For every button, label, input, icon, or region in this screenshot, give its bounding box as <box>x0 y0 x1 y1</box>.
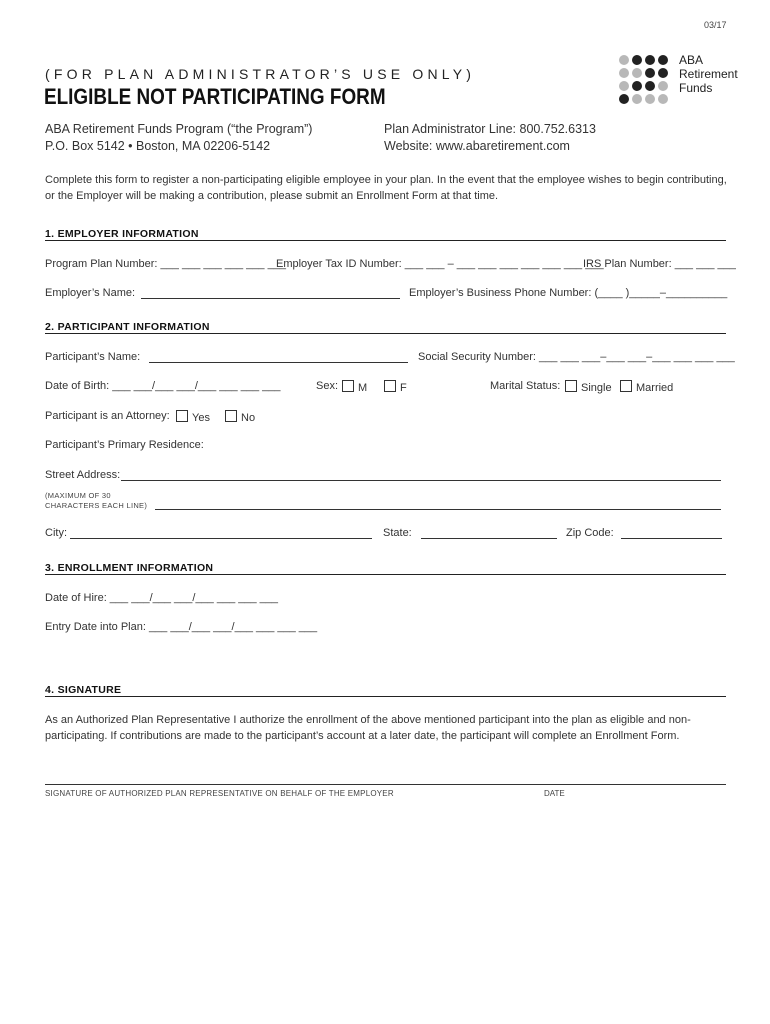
entry-date-field[interactable]: Entry Date into Plan: ___ ___/___ ___/___ ___ ___ ___ <box>45 621 318 633</box>
participant-name-label: Participant’s Name: <box>45 351 141 363</box>
attorney-no-checkbox[interactable] <box>225 410 237 422</box>
street-address-input-1[interactable] <box>121 480 721 481</box>
logo-dot <box>632 94 642 104</box>
marital-single-option[interactable] <box>565 380 612 394</box>
participant-name-input[interactable] <box>149 362 408 363</box>
sex-m-option[interactable] <box>342 380 367 394</box>
sex-label: Sex: <box>316 380 339 392</box>
date-of-hire-field[interactable]: Date of Hire: ___ ___/___ ___/___ ___ ___ ___ <box>45 592 279 604</box>
logo-dot <box>645 68 655 78</box>
form-title: ELIGIBLE NOT PARTICIPATING FORM <box>44 84 386 109</box>
date-caption: DATE <box>544 789 565 798</box>
logo-dot <box>645 94 655 104</box>
street-address-label: Street Address: <box>45 469 121 481</box>
logo-line-3: Funds <box>679 81 713 95</box>
logo-dot <box>658 55 668 65</box>
city-input[interactable] <box>70 538 372 539</box>
sex-f-checkbox[interactable] <box>384 380 396 392</box>
logo-line-2: Retirement <box>679 67 738 81</box>
marital-married-option[interactable] <box>620 380 673 394</box>
logo-line-1: ABA <box>679 53 704 67</box>
contact-block <box>384 121 596 155</box>
street-address-input-2[interactable] <box>155 509 721 510</box>
section-enrollment-rule <box>45 574 726 575</box>
city-label: City: <box>45 527 67 539</box>
zip-code-input[interactable] <box>621 538 722 539</box>
signature-authorization-text: As an Authorized Plan Representative I authorize the enrollment of the above mentioned participant into the plan as eligible and non-participating. If contributions are made to the participant’s account at a later date, the participant will complete an Enrollment Form. <box>45 714 691 742</box>
intro-text: Complete this form to register a non-participating eligible employee in your plan. In the event that the employee wishes to begin contributing, or the Employer will be making a contribution, please submit an Enrollment Form at that time. <box>45 174 727 202</box>
marital-single-checkbox[interactable] <box>565 380 577 392</box>
section-signature-title: 4. SIGNATURE <box>45 684 122 696</box>
logo-dot <box>632 68 642 78</box>
program-address-block <box>45 121 312 155</box>
logo-dot <box>658 68 668 78</box>
marital-married-text: Married <box>636 382 674 394</box>
employer-tax-id-field[interactable]: Employer Tax ID Number: ___ ___ – ___ ___ ___ ___ ___ ___ ___ <box>276 258 604 270</box>
section-employer-title: 1. EMPLOYER INFORMATION <box>45 228 199 240</box>
attorney-yes-checkbox[interactable] <box>176 410 188 422</box>
employer-name-input[interactable] <box>141 298 400 299</box>
attorney-label: Participant is an Attorney: <box>45 410 170 422</box>
section-employer-rule <box>45 240 726 241</box>
primary-residence-label: Participant’s Primary Residence: <box>45 439 204 451</box>
attorney-yes-text: Yes <box>192 412 210 424</box>
ssn-field[interactable]: Social Security Number: ___ ___ ___–___ ___–___ ___ ___ ___ <box>418 351 735 363</box>
zip-code-label: Zip Code: <box>566 527 614 539</box>
logo-dot <box>619 94 629 104</box>
section-signature-rule <box>45 696 726 697</box>
section-participant-title: 2. PARTICIPANT INFORMATION <box>45 321 210 333</box>
logo-dot <box>619 68 629 78</box>
logo-dot <box>632 81 642 91</box>
plan-admin-phone: Plan Administrator Line: 800.752.6313 <box>384 122 596 136</box>
state-input[interactable] <box>421 538 557 539</box>
attorney-no-option[interactable] <box>225 410 255 424</box>
signature-line[interactable] <box>45 784 726 785</box>
logo-dot <box>645 55 655 65</box>
attorney-yes-option[interactable] <box>176 410 210 424</box>
logo-dot <box>645 81 655 91</box>
logo-dot <box>619 55 629 65</box>
program-name: ABA Retirement Funds Program (“the Program”) <box>45 122 313 136</box>
marital-status-label: Marital Status: <box>490 380 561 392</box>
business-phone-field[interactable]: Employer’s Business Phone Number: (____ )_____–__________ <box>409 287 728 299</box>
logo-dot <box>658 94 668 104</box>
attorney-no-text: No <box>241 412 256 424</box>
signature-caption: SIGNATURE OF AUTHORIZED PLAN REPRESENTATIVE ON BEHALF OF THE EMPLOYER <box>45 789 394 798</box>
website: Website: www.abaretirement.com <box>384 139 570 153</box>
marital-single-text: Single <box>581 382 612 394</box>
program-plan-number-field[interactable]: Program Plan Number: ___ ___ ___ ___ ___ ___ <box>45 258 286 270</box>
sex-f-text: F <box>400 382 407 394</box>
sex-f-option[interactable] <box>384 380 407 394</box>
program-address: P.O. Box 5142 • Boston, MA 02206-5142 <box>45 139 271 153</box>
aba-logo-text <box>679 53 738 95</box>
form-subtitle: (FOR PLAN ADMINISTRATOR’S USE ONLY) <box>45 66 476 82</box>
irs-plan-number-field[interactable]: IRS Plan Number: ___ ___ ___ <box>583 258 736 270</box>
logo-dot <box>632 55 642 65</box>
logo-dot <box>619 81 629 91</box>
state-label: State: <box>383 527 412 539</box>
sex-m-checkbox[interactable] <box>342 380 354 392</box>
date-of-birth-field[interactable]: Date of Birth: ___ ___/___ ___/___ ___ ___ ___ <box>45 380 281 392</box>
employer-name-label: Employer’s Name: <box>45 287 136 299</box>
logo-dot <box>658 81 668 91</box>
max-characters-note: (MAXIMUM OF 30 CHARACTERS EACH LINE) <box>45 491 148 510</box>
section-enrollment-title: 3. ENROLLMENT INFORMATION <box>45 562 214 574</box>
section-participant-rule <box>45 333 726 334</box>
form-date-code: 03/17 <box>704 20 727 30</box>
marital-married-checkbox[interactable] <box>620 380 632 392</box>
sex-m-text: M <box>358 382 368 394</box>
